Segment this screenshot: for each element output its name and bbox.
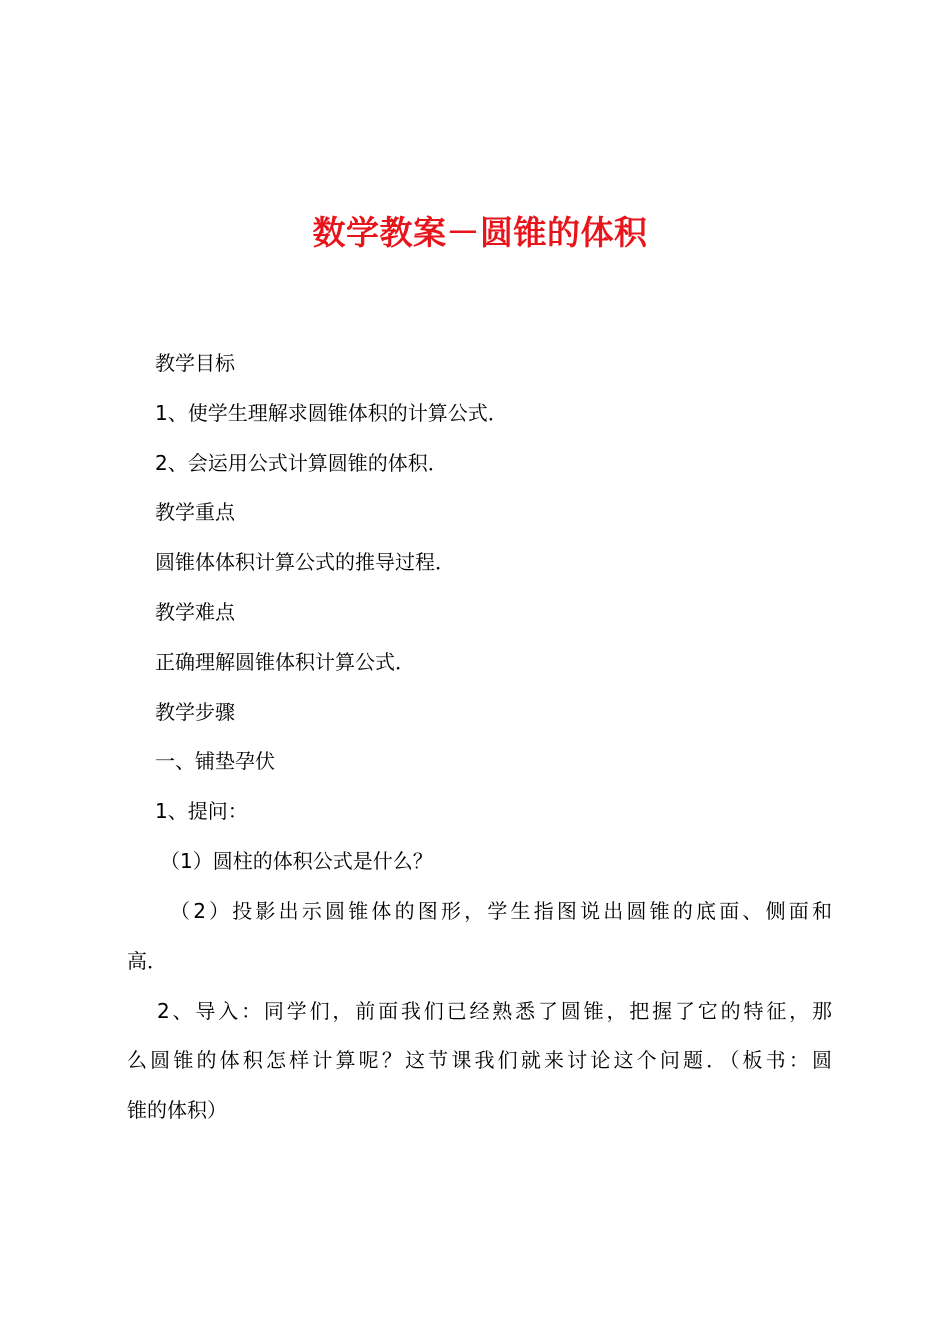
heading-key-points: 教学重点 — [155, 500, 235, 524]
step-one-heading: 一、铺垫孕伏 — [155, 749, 275, 773]
key-point-text: 圆锥体体积计算公式的推导过程． — [155, 550, 455, 574]
intro-paragraph-line-1: 2、导入：同学们，前面我们已经熟悉了圆锥，把握了它的特征，那 — [157, 999, 832, 1023]
intro-paragraph-line-3: 锥的体积） — [127, 1098, 227, 1122]
heading-difficulties: 教学难点 — [155, 600, 235, 624]
heading-teaching-steps: 教学步骤 — [155, 700, 235, 724]
document-title: 数学教案－圆锥的体积 — [312, 213, 648, 252]
question-item-2-continued: 高． — [127, 949, 167, 973]
goal-item-1: 1、使学生理解求圆锥体积的计算公式． — [155, 401, 508, 425]
question-item-1: （1）圆柱的体积公式是什么？ — [160, 849, 433, 873]
difficulty-text: 正确理解圆锥体积计算公式． — [155, 650, 415, 674]
step-question-label: 1、提问： — [155, 799, 248, 823]
heading-teaching-goals: 教学目标 — [155, 351, 235, 375]
question-item-2: （2）投影出示圆锥体的图形，学生指图说出圆锥的底面、侧面和 — [170, 899, 832, 923]
intro-paragraph-line-2: 么圆锥的体积怎样计算呢？这节课我们就来讨论这个问题．（板书：圆 — [127, 1048, 832, 1072]
goal-item-2: 2、会运用公式计算圆锥的体积． — [155, 451, 448, 475]
